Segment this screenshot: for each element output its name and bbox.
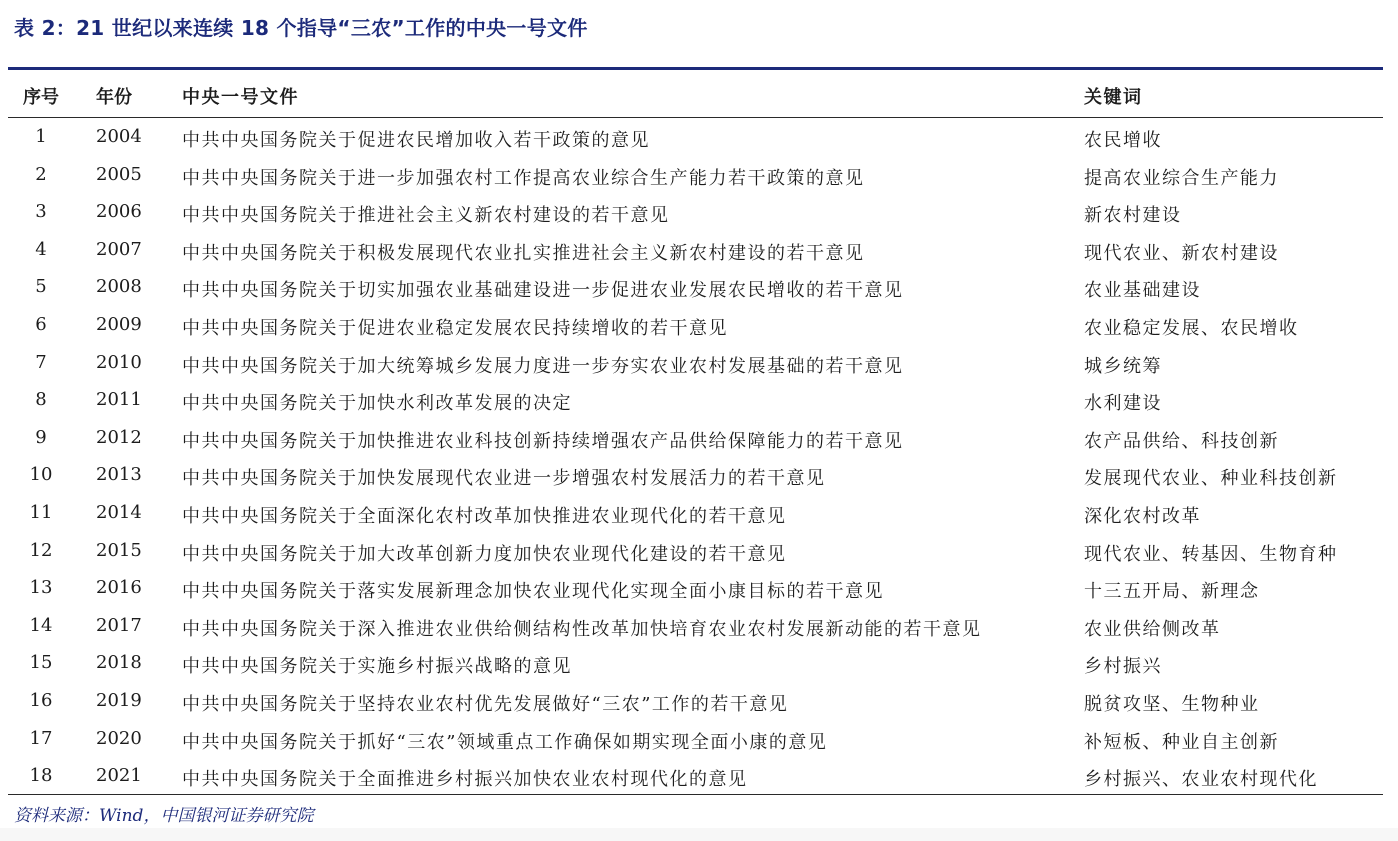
cell-document: 中共中央国务院关于坚持农业农村优先发展做好“三农”工作的若干意见 bbox=[182, 693, 789, 715]
cell-keywords: 发展现代农业、种业科技创新 bbox=[1084, 468, 1338, 490]
cell-document: 中共中央国务院关于进一步加强农村工作提高农业综合生产能力若干政策的意见 bbox=[182, 167, 865, 189]
cell-index: 9 bbox=[35, 426, 47, 448]
table-row bbox=[8, 157, 1383, 195]
cell-keywords: 提高农业综合生产能力 bbox=[1084, 167, 1279, 189]
cell-year: 2007 bbox=[96, 238, 142, 260]
cell-index: 6 bbox=[35, 313, 47, 335]
cell-index: 12 bbox=[29, 539, 53, 561]
cell-index: 2 bbox=[35, 163, 47, 185]
cell-keywords: 新农村建设 bbox=[1084, 205, 1182, 227]
cell-keywords: 脱贫攻坚、生物种业 bbox=[1084, 693, 1260, 715]
table-row bbox=[8, 645, 1383, 683]
table-row bbox=[8, 570, 1383, 608]
cell-year: 2017 bbox=[96, 614, 142, 636]
cell-index: 5 bbox=[35, 276, 47, 298]
cell-index: 16 bbox=[29, 689, 53, 711]
cell-keywords: 乡村振兴 bbox=[1084, 656, 1162, 678]
cell-keywords: 现代农业、新农村建设 bbox=[1084, 242, 1279, 264]
cell-index: 1 bbox=[35, 126, 47, 147]
cell-document: 中共中央国务院关于全面深化农村改革加快推进农业现代化的若干意见 bbox=[182, 505, 787, 527]
table-row bbox=[8, 683, 1383, 721]
table-row bbox=[8, 457, 1383, 495]
cell-year: 2010 bbox=[96, 351, 142, 373]
table-row bbox=[8, 307, 1383, 345]
cell-index: 17 bbox=[29, 727, 53, 749]
cell-keywords: 乡村振兴、农业农村现代化 bbox=[1084, 769, 1318, 791]
cell-index: 13 bbox=[29, 577, 53, 599]
table-header-row bbox=[8, 70, 1383, 118]
table-bottom-rule bbox=[8, 794, 1383, 795]
cell-keywords: 现代农业、转基因、生物育种 bbox=[1084, 543, 1338, 565]
table-row bbox=[8, 533, 1383, 571]
cell-keywords: 农业供给侧改革 bbox=[1084, 618, 1221, 640]
table-row bbox=[8, 119, 1383, 157]
cell-year: 2006 bbox=[96, 201, 142, 223]
table-title: 表 2：21 世纪以来连续 18 个指导“三农”工作的中央一号文件 bbox=[14, 16, 588, 40]
cell-year: 2005 bbox=[96, 163, 142, 185]
cell-index: 10 bbox=[29, 464, 53, 486]
header-document: 中央一号文件 bbox=[182, 87, 299, 108]
cell-document: 中共中央国务院关于积极发展现代农业扎实推进社会主义新农村建设的若干意见 bbox=[182, 242, 865, 264]
table-row bbox=[8, 345, 1383, 383]
cell-document: 中共中央国务院关于加大改革创新力度加快农业现代化建设的若干意见 bbox=[182, 543, 787, 565]
cell-index: 3 bbox=[35, 201, 47, 223]
cell-keywords: 城乡统筹 bbox=[1084, 355, 1162, 377]
cell-index: 4 bbox=[35, 238, 47, 260]
cell-year: 2012 bbox=[96, 426, 142, 448]
table-row bbox=[8, 382, 1383, 420]
table-row bbox=[8, 420, 1383, 458]
cell-index: 15 bbox=[29, 652, 53, 674]
table-row bbox=[8, 269, 1383, 307]
header-year: 年份 bbox=[96, 87, 132, 108]
cell-document: 中共中央国务院关于促进农民增加收入若干政策的意见 bbox=[182, 130, 650, 151]
cell-document: 中共中央国务院关于全面推进乡村振兴加快农业农村现代化的意见 bbox=[182, 769, 748, 791]
table-row bbox=[8, 194, 1383, 232]
cell-keywords: 十三五开局、新理念 bbox=[1084, 581, 1260, 603]
cell-document: 中共中央国务院关于加快发展现代农业进一步增强农村发展活力的若干意见 bbox=[182, 468, 826, 490]
cell-index: 8 bbox=[35, 389, 47, 411]
cell-document: 中共中央国务院关于加快推进农业科技创新持续增强农产品供给保障能力的若干意见 bbox=[182, 430, 904, 452]
cell-document: 中共中央国务院关于加大统筹城乡发展力度进一步夯实农业农村发展基础的若干意见 bbox=[182, 355, 904, 377]
cell-year: 2009 bbox=[96, 313, 142, 335]
table-row bbox=[8, 232, 1383, 270]
cell-keywords: 农产品供给、科技创新 bbox=[1084, 430, 1279, 452]
cell-document: 中共中央国务院关于推进社会主义新农村建设的若干意见 bbox=[182, 205, 670, 227]
cell-index: 18 bbox=[29, 765, 53, 787]
cell-keywords: 农业基础建设 bbox=[1084, 280, 1201, 302]
cell-keywords: 深化农村改革 bbox=[1084, 505, 1201, 527]
cell-index: 7 bbox=[35, 351, 47, 373]
cell-year: 2013 bbox=[96, 464, 142, 486]
cell-keywords: 水利建设 bbox=[1084, 393, 1162, 415]
cell-index: 14 bbox=[29, 614, 53, 636]
cell-document: 中共中央国务院关于实施乡村振兴战略的意见 bbox=[182, 656, 572, 678]
cell-year: 2011 bbox=[96, 389, 142, 411]
cell-document: 中共中央国务院关于加快水利改革发展的决定 bbox=[182, 393, 572, 415]
cell-keywords: 补短板、种业自主创新 bbox=[1084, 731, 1279, 753]
cell-year: 2015 bbox=[96, 539, 142, 561]
cell-year: 2016 bbox=[96, 577, 142, 599]
cell-year: 2014 bbox=[96, 501, 142, 523]
cell-year: 2008 bbox=[96, 276, 142, 298]
cell-document: 中共中央国务院关于落实发展新理念加快农业现代化实现全面小康目标的若干意见 bbox=[182, 581, 884, 603]
table-row bbox=[8, 758, 1383, 796]
cell-year: 2021 bbox=[96, 765, 142, 787]
cell-year: 2020 bbox=[96, 727, 142, 749]
cell-document: 中共中央国务院关于切实加强农业基础建设进一步促进农业发展农民增收的若干意见 bbox=[182, 280, 904, 302]
table-body bbox=[8, 119, 1383, 796]
cell-index: 11 bbox=[29, 501, 53, 523]
source-note: 资料来源：Wind，中国银河证券研究院 bbox=[14, 806, 314, 826]
table-row bbox=[8, 608, 1383, 646]
cell-document: 中共中央国务院关于抓好“三农”领域重点工作确保如期实现全面小康的意见 bbox=[182, 731, 828, 753]
header-index: 序号 bbox=[23, 87, 59, 108]
cell-year: 2019 bbox=[96, 689, 142, 711]
cell-keywords: 农民增收 bbox=[1084, 130, 1162, 151]
cell-keywords: 农业稳定发展、农民增收 bbox=[1084, 317, 1299, 339]
cell-year: 2018 bbox=[96, 652, 142, 674]
table-row bbox=[8, 721, 1383, 759]
cell-document: 中共中央国务院关于深入推进农业供给侧结构性改革加快培育农业农村发展新动能的若干意见 bbox=[182, 618, 982, 640]
cell-document: 中共中央国务院关于促进农业稳定发展农民持续增收的若干意见 bbox=[182, 317, 728, 339]
cell-year: 2004 bbox=[96, 126, 142, 147]
table-row bbox=[8, 495, 1383, 533]
header-keywords: 关键词 bbox=[1084, 87, 1143, 108]
